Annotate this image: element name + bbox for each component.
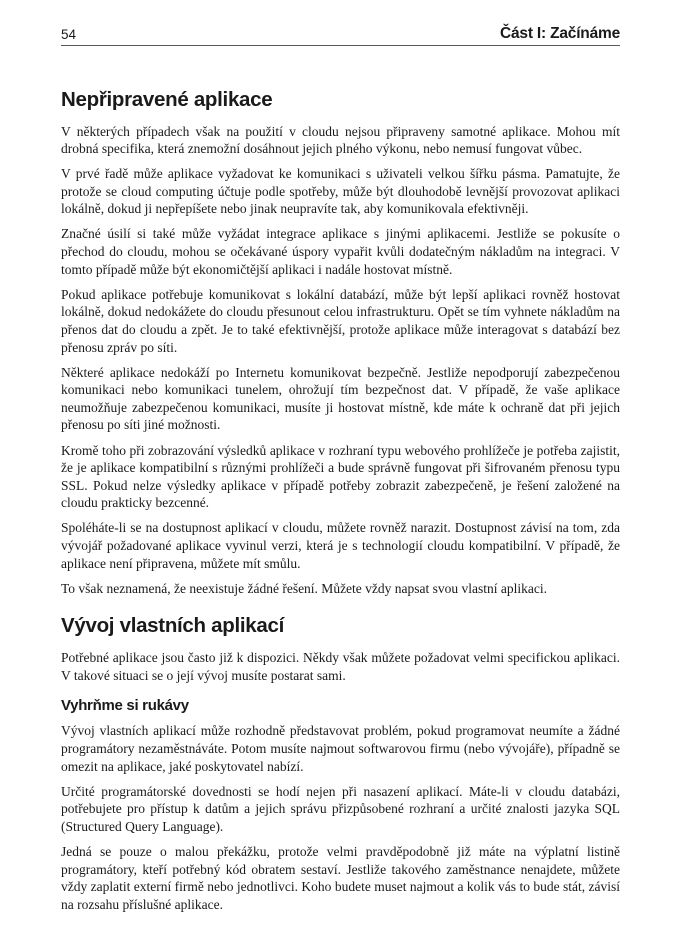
paragraph: Určité programátorské dovednosti se hodí nejen při nasazení aplikací. Máte-li v cloudu databázi, potřebujete pro přístup k datům a jejich správu přizpůsobené rozhraní a určité znalosti jazyka SQL (Structured Query Language). [61,783,620,834]
paragraph: Pokud aplikace potřebuje komunikovat s lokální databází, může být lepší aplikaci rovněž hostovat lokálně, dokud nedokážete do cloudu přesunout celou infrastrukturu. Opět se tím vyhnete nákladům na přenos dat do cloudu a zpět. Je to také efektivnější, protože aplikace může interagovat s databází bez přenosu zpráv po síti. [61,286,620,355]
paragraph: Značné úsilí si také může vyžádat integrace aplikace s jinými aplikacemi. Jestliže se pokusíte o přechod do cloudu, mohou se očekávané úspory vypařit kvůli dodatečným nákladům na integraci. V tomto případě může být ekonomičtější aplikaci i nadále hostovat místně. [61,226,620,277]
paragraph: Některé aplikace nedokáží po Internetu komunikovat bezpečně. Jestliže nepodporují zabezpečenou komunikaci nebo komunikaci tunelem, ohrožují tím bezpečnost dat. V případě, že vaše aplikace neumožňuje zabezpečenou komunikaci, musíte ji hostovat místně, kde máte k ochraně dat při jejich přenosu po síti jiné možnosti. [61,364,620,433]
section-heading-vyvoj-vlastnich-aplikaci: Vývoj vlastních aplikací [61,614,284,638]
paragraph: Spoléháte-li se na dostupnost aplikací v cloudu, můžete rovněž narazit. Dostupnost závisí na tom, zda vývojář požadované aplikace vyvinul verzi, která je s technologií cloudu kompatibilní. V případě, že aplikace není připravena, můžete mít smůlu. [61,520,620,571]
paragraph: V některých případech však na použití v cloudu nejsou připraveny samotné aplikace. Mohou mít drobná specifika, která znemožní dosáhnout jejich plného výkonu, nebo nemusí fungovat vůbec. [61,123,620,157]
page-header [61,26,620,46]
paragraph: Kromě toho při zobrazování výsledků aplikace v rozhraní typu webového prohlížeče je potřeba zajistit, že je aplikace kompatibilní s různými prohlížeči a bude správně fungovat při šifrovaném přenosu typu SSL. Pokud nelze výsledky aplikace v případě potřeby zobrazit zabezpečeně, je řešení založené na cloudu prakticky bezcenné. [61,442,620,511]
paragraph: Jedná se pouze o malou překážku, protože velmi pravděpodobně již máte na výplatní listině programátory, kteří potřebný kód obratem sestaví. Jestliže takového zaměstnance nenajdete, můžete vždy zaplatit externí firmě nebo jednotlivci. Koho budete muset najmout a kolik vás to bude stát, závisí na rozsahu příslušné aplikace. [61,844,620,912]
page-content [61,88,620,914]
paragraph: To však neznamená, že neexistuje žádné řešení. Můžete vždy napsat svou vlastní aplikaci. [61,580,547,596]
paragraph: Vývoj vlastních aplikací může rozhodně představovat problém, pokud programovat neumíte a žádné programátory nezaměstnáváte. Potom musíte najmout softwarovou firmu (nebo vývojáře), případně se omezit na aplikace, jaké poskytovatel nabízí. [61,723,620,774]
running-header-title: Část I: Začínáme [500,25,620,42]
paragraph: Potřebné aplikace jsou často již k dispozici. Někdy však můžete požadovat velmi specifickou aplikaci. V takové situaci se o její vývoj musíte postarat sami. [61,650,620,683]
paragraph: V prvé řadě může aplikace vyžadovat ke komunikaci s uživateli velkou šířku pásma. Pamatujte, že protože se cloud computing účtuje podle spotřeby, může být dlouhodobě levnější provozovat aplikaci lokálně, dokud ji nepřepíšete nebo jinak neupravíte tak, aby komunikovala efektivněji. [61,166,620,217]
section-heading-nepripravene-aplikace: Nepřipravené aplikace [61,87,273,111]
subsection-heading-vyhrnme-si-rukavy: Vyhrňme si rukávy [61,697,189,715]
page-number: 54 [61,27,77,42]
